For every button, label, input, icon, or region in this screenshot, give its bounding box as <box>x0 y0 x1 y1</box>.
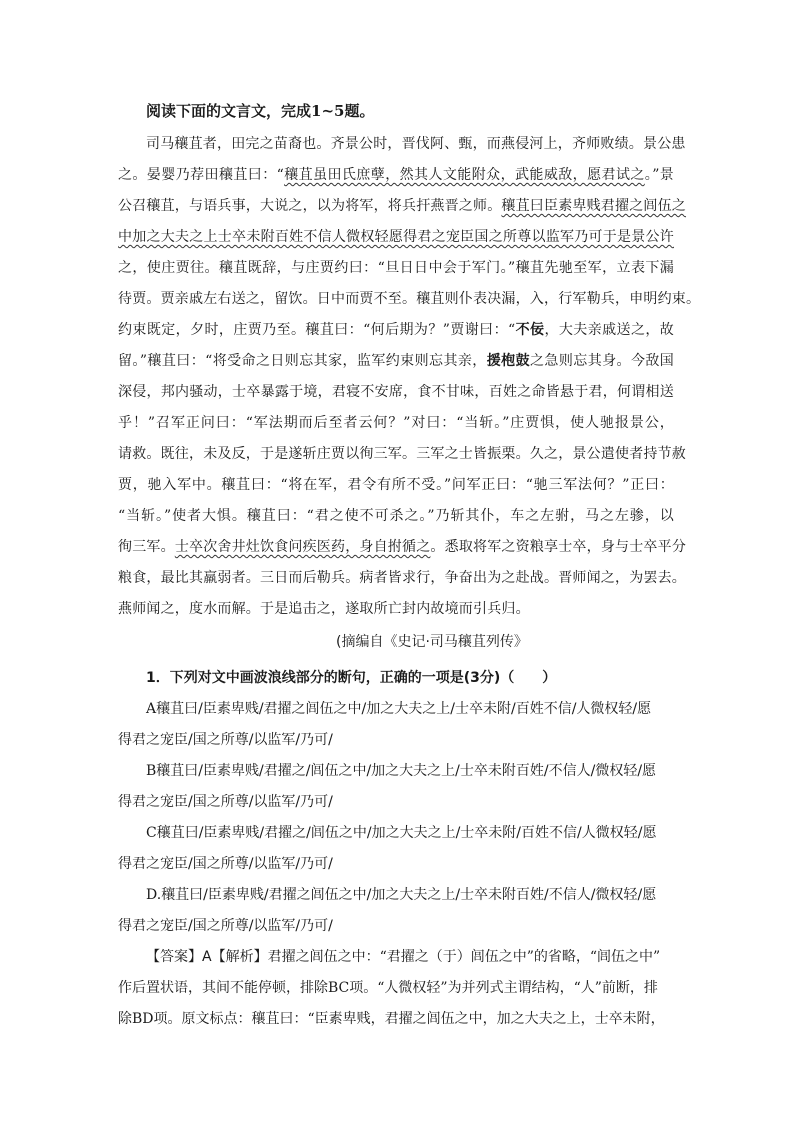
answer-line: 除BD项。原文标点：穰苴曰：“臣素卑贱，君擢之闾伍之中，加之大夫之上，士卒未附， <box>118 1011 665 1027</box>
option-a-line2: 得君之宠臣/国之所尊/以监军/乃可/ <box>118 732 333 748</box>
passage-line: 贾，驰入军中。穰苴曰：“将在军，君令有所不受。”问军正曰：“驰三军法何？”正曰： <box>118 477 674 493</box>
option-a-line1: A穰苴曰/臣素卑贱/君擢之闾伍之中/加之大夫之上/士卒未附/百姓不信/人微权轻/愿 <box>146 701 652 717</box>
passage-line: “当斩。”使者大惧。穰苴曰：“君之使不可杀之。”乃斩其仆，车之左驸，马之左骖，以 <box>118 508 674 524</box>
passage-line: 之。晏婴乃荐田穰苴曰：“穰苴虽田氏庶孽，然其人文能附众，武能威敌，愿君试之。”景 <box>118 167 674 183</box>
reading-instruction-heading: 阅读下面的文言文，完成1~5题。 <box>146 102 375 120</box>
answer-tag: 【答案】A【解析】 <box>146 949 268 965</box>
passage-line: 中加之大夫之上士卒未附百姓不信人微权轻愿得君之宠臣国之所尊以监军乃可于是景公许 <box>118 229 674 245</box>
option-b-line1: B穰苴曰/臣素卑贱/君擢之/闾伍之中/加之大夫之上/士卒未附百姓/不信人/微权轻/愿 <box>146 763 657 779</box>
passage-line: 之，使庄贾往。穰苴既辞，与庄贾约曰：“旦日日中会于军门。”穰苴先驰至军，立表下漏 <box>118 260 674 276</box>
option-b-line2: 得君之宠臣/国之所尊/以监军/乃可/ <box>118 794 333 810</box>
passage-line: 留。”穰苴曰：“将受命之日则忘其家，监军约束则忘其亲，援枹鼓之急则忘其身。今敌国 <box>118 353 675 369</box>
passage-line: 司马穰苴者，田完之苗裔也。齐景公时，晋伐阿、甄，而燕侵河上，齐师败绩。景公患 <box>146 136 686 152</box>
option-c-line1: C穰苴曰/臣素卑贱/君擢之/闾伍之中/加之大夫之上/士卒未附/百姓不信/人微权轻/愿 <box>146 825 657 841</box>
passage-line: 徇三军。士卒次舍井灶饮食问疾医药，身自拊循之。悉取将军之资粮享士卒，身与士卒平分 <box>118 539 687 555</box>
option-c-line2: 得君之宠臣/国之所尊/以监军/乃可/ <box>118 856 333 872</box>
answer-line: 【答案】A【解析】君擢之闾伍之中：“君擢之（于）闾伍之中”的省略，“闾伍之中” <box>146 949 661 965</box>
passage-line: 燕师闻之，度水而解。于是追击之，遂取所亡封内故境而引兵归。 <box>118 601 530 617</box>
wavy-underlined-text: 穰苴曰臣素卑贱君擢之闾伍之 <box>501 198 687 214</box>
source-citation: (摘编自《史记·司马穰苴列传》 <box>336 634 528 650</box>
passage-line: 粮食，最比其羸弱者。三日而后勒兵。病者皆求行，争奋出为之赴战。晋师闻之，为罢去。 <box>118 570 686 586</box>
passage-line: 乎！”召军正问曰：“军法期而后至者云何？”对曰：“当斩。”庄贾惧，使人驰报景公， <box>118 415 674 431</box>
passage-line: 深侵，邦内骚动，士卒暴露于境，君寝不安席，食不甘味，百姓之命皆悬于君，何谓相送 <box>118 384 674 400</box>
option-d-line2: 得君之宠臣/国之所尊/以监军/乃可/ <box>118 918 333 934</box>
answer-line: 作后置状语，其间不能停顿，排除BC项。“人微权轻”为并列式主谓结构，“人”前断，排 <box>118 980 658 996</box>
option-d-line1: D.穰苴曰/臣素卑贱/君擢之闾伍之中/加之大夫之上/士卒未附百姓/不信人/微权轻/愿 <box>146 887 657 903</box>
passage-line: 约束既定，夕时，庄贾乃至。穰苴曰：“何后期为？”贾谢曰：“不佞，大夫亲戚送之，故 <box>118 322 674 338</box>
passage-line: 公召穰苴，与语兵事，大说之，以为将军，将兵扞燕晋之师。穰苴曰臣素卑贱君擢之闾伍之 <box>118 198 687 214</box>
underlined-text: 士卒次舍井灶饮食问疾医药，身自拊循之 <box>174 539 431 555</box>
passage-line: 请救。既往，未及反，于是遂斩庄贾以徇三军。三军之士皆振栗。久之，景公遣使者持节赦 <box>118 446 686 462</box>
passage-line: 待贾。贾亲戚左右送之，留饮。日中而贾不至。穰苴则仆表决漏，入，行军勒兵，申明约束。 <box>118 291 701 307</box>
question-1: 1．下列对文中画波浪线部分的断句，正确的一项是(3分)（ ） <box>146 670 557 686</box>
wavy-underlined-text: 穰苴虽田氏庶孽，然其人文能附众，武能威敌，愿君试之 <box>284 167 645 183</box>
